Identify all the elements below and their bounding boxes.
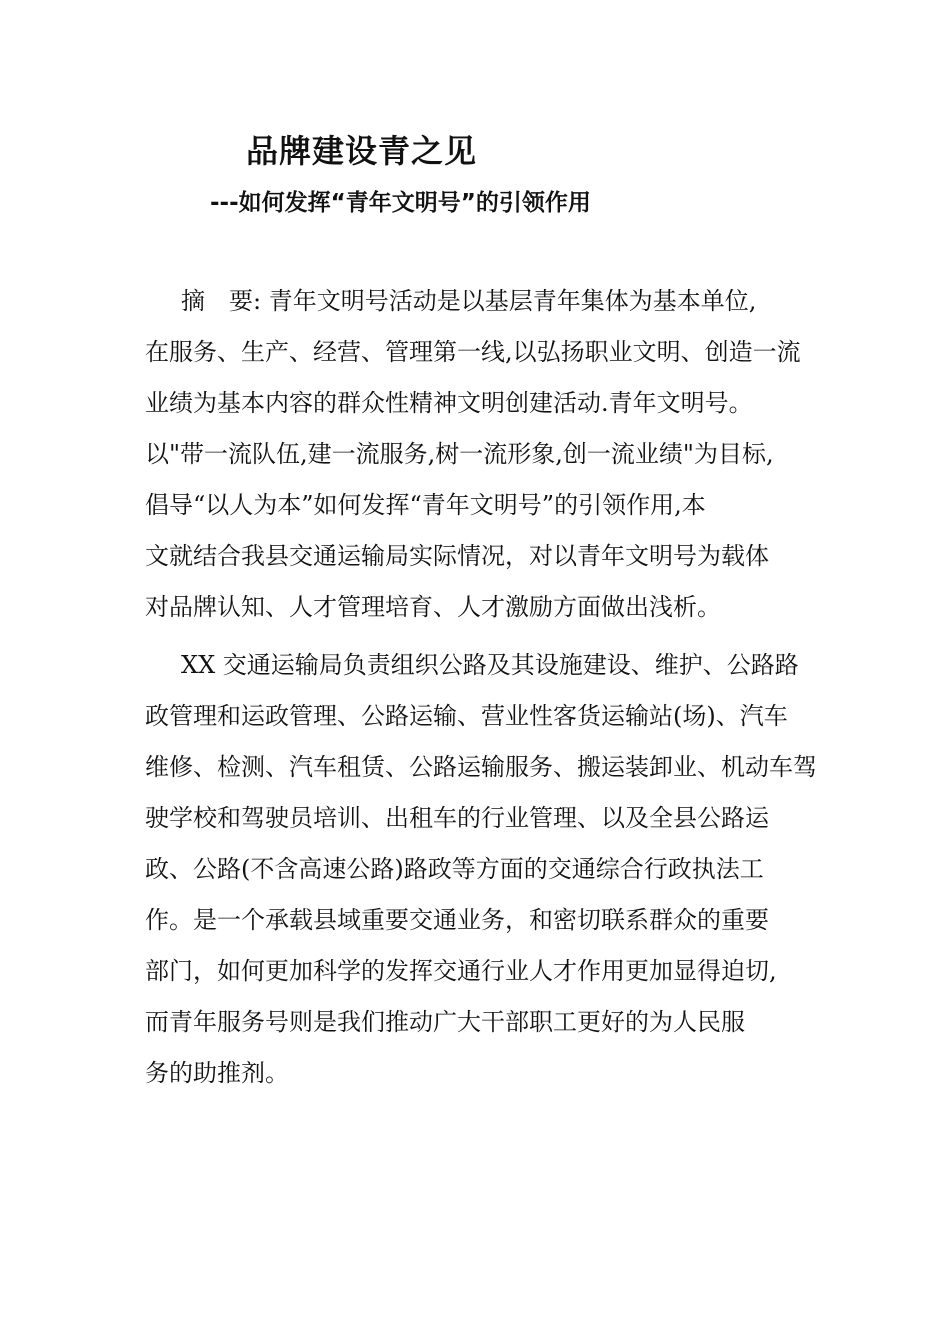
paragraph-line: 摘 要: 青年文明号活动是以基层青年集体为基本单位,	[181, 287, 757, 315]
paragraph-line: 倡导“以人为本”如何发挥“青年文明号”的引领作用,本	[145, 491, 706, 519]
document-title: 品牌建设青之见	[246, 132, 478, 170]
paragraph-line: 驶学校和驾驶员培训、出租车的行业管理、以及全县公路运	[145, 804, 769, 832]
paragraph-line: XX 交通运输局负责组织公路及其设施建设、维护、公路路	[181, 651, 799, 679]
paragraph-line: 维修、检测、汽车租赁、公路运输服务、搬运装卸业、机动车驾	[145, 753, 817, 781]
body-paragraph	[145, 640, 815, 1099]
paragraph-line: 政管理和运政管理、公路运输、营业性客货运输站(场)、汽车	[145, 702, 788, 730]
paragraph-line: 以"带一流队伍,建一流服务,树一流形象,创一流业绩"为目标,	[145, 440, 774, 468]
document-subtitle: ---如何发挥“青年文明号”的引领作用	[210, 190, 591, 216]
paragraph-line: 文就结合我县交通运输局实际情况，对以青年文明号为载体	[145, 542, 769, 570]
paragraph-line: 作。是一个承载县域重要交通业务，和密切联系群众的重要	[145, 906, 769, 934]
abstract-paragraph	[145, 276, 815, 633]
paragraph-line: 在服务、生产、经营、管理第一线,以弘扬职业文明、创造一流	[145, 338, 801, 366]
paragraph-line: 政、公路(不含高速公路)路政等方面的交通综合行政执法工	[145, 855, 764, 883]
paragraph-line: 务的助推剂。	[145, 1059, 289, 1087]
paragraph-line: 而青年服务号则是我们推动广大干部职工更好的为人民服	[145, 1008, 745, 1036]
paragraph-line: 对品牌认知、人才管理培育、人才激励方面做出浅析。	[145, 593, 721, 621]
paragraph-line: 业绩为基本内容的群众性精神文明创建活动.青年文明号。	[145, 389, 753, 417]
paragraph-line: 部门，如何更加科学的发挥交通行业人才作用更加显得迫切,	[145, 957, 777, 985]
